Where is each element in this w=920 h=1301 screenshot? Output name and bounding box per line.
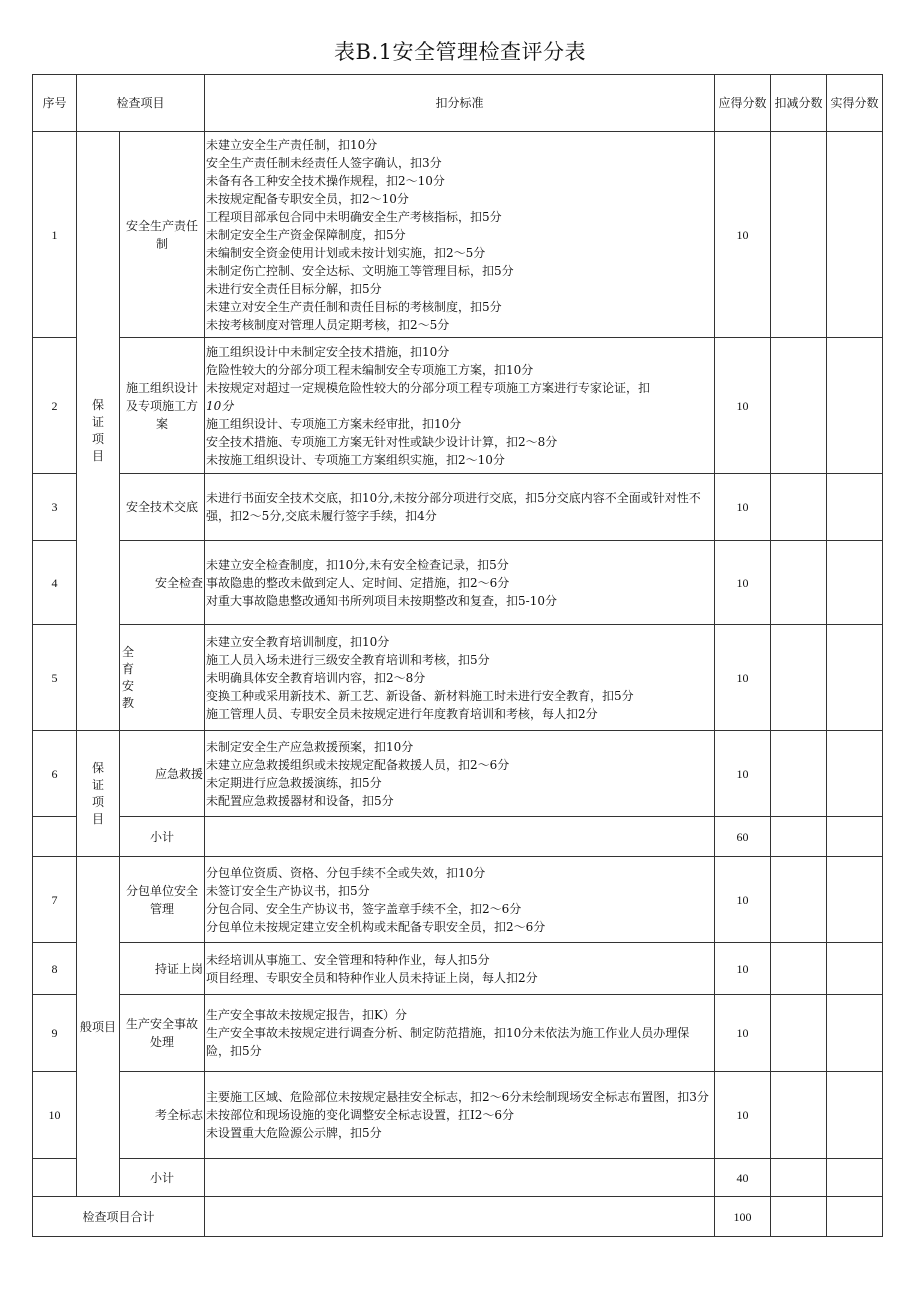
row-deduct-cell[interactable]: [771, 338, 827, 474]
row-seq: 3: [33, 474, 77, 541]
table-row: [33, 943, 883, 995]
header-item: 检查项目: [77, 75, 205, 132]
row-criteria: [205, 338, 715, 474]
category-guarantee: [77, 731, 120, 857]
row-actual-cell[interactable]: [827, 625, 883, 731]
row-score: 10: [715, 541, 771, 625]
header-deduct: 扣减分数: [771, 75, 827, 132]
row-actual-cell[interactable]: [827, 132, 883, 338]
row-deduct-cell[interactable]: [771, 731, 827, 817]
subtotal-seq-cell: [33, 1159, 77, 1197]
row-criteria: [205, 132, 715, 338]
criteria-line: 未按考核制度对管理人员定期考核，扣2～5分: [206, 317, 450, 332]
table-row: [33, 541, 883, 625]
row-criteria: [205, 541, 715, 625]
row-score: 10: [715, 731, 771, 817]
criteria-line: 未按规定对超过一定规模危险性较大的分部分项工程专项施工方案进行专家论证，扣: [206, 380, 651, 395]
row-item: 应急救援: [120, 731, 205, 817]
table-row: [33, 857, 883, 943]
criteria-line: 生产安全事故未按规定报告，扣K）分: [206, 1008, 407, 1022]
subtotal-score: 60: [715, 817, 771, 857]
row-criteria: [205, 1072, 715, 1159]
row-actual-cell[interactable]: [827, 541, 883, 625]
row-criteria: [205, 474, 715, 541]
criteria-line: 项目经理、专职安全员和特种作业人员未持证上岗，每人扣2分: [206, 970, 538, 985]
subtotal-criteria-cell: [205, 1159, 715, 1197]
criteria-line: 未建立对安全生产责任制和责任目标的考核制度，扣5分: [206, 299, 502, 314]
row-score: 10: [715, 1072, 771, 1159]
criteria-line: 未制定安全生产应急救援预案，扣10分: [206, 739, 414, 754]
table-row: [33, 338, 883, 474]
row-score: 10: [715, 995, 771, 1072]
row-item: 施工组织设计及专项施工方案: [120, 338, 205, 474]
criteria-line: 未制定伤亡控制、安全达标、文明施工等管理目标，扣5分: [206, 263, 514, 278]
table-row: [33, 1072, 883, 1159]
criteria-line: 未按部位和现场设施的变化调整安全标志设置，扛I2～6分: [206, 1108, 515, 1122]
subtotal-row: [33, 817, 883, 857]
criteria-line: 施工组织设计、专项施工方案未经审批，扣10分: [206, 416, 462, 431]
criteria-line: 安全生产责任制未经责任人签字确认，扣3分: [206, 155, 442, 170]
row-actual-cell[interactable]: [827, 338, 883, 474]
row-seq: 2: [33, 338, 77, 474]
criteria-line: 未明确具体安全教育培训内容，扣2～8分: [206, 670, 426, 685]
criteria-line: 未签订安全生产协议书，扣5分: [206, 883, 370, 898]
row-deduct-cell[interactable]: [771, 541, 827, 625]
subtotal-score: 40: [715, 1159, 771, 1197]
row-deduct-cell[interactable]: [771, 625, 827, 731]
row-item: 安全技术交底: [120, 474, 205, 541]
table-row: [33, 731, 883, 817]
subtotal-label: 小计: [120, 1159, 205, 1197]
row-item: 持证上岗: [120, 943, 205, 995]
table-row: [33, 625, 883, 731]
criteria-line: 生产安全事故未按规定进行调查分析、制定防范措施，扣10分未依法为施工作业人员办理保险，扣5分: [206, 1026, 690, 1058]
total-criteria-cell: [205, 1197, 715, 1237]
criteria-line: 对重大事故隐患整改通知书所列项目未按期整改和复查，扣5-10分: [206, 593, 557, 608]
row-score: 10: [715, 625, 771, 731]
total-row: [33, 1197, 883, 1237]
header-criteria: 扣分标准: [205, 75, 715, 132]
total-actual-cell[interactable]: [827, 1197, 883, 1237]
row-score: 10: [715, 943, 771, 995]
row-deduct-cell[interactable]: [771, 857, 827, 943]
criteria-line: 未建立应急救援组织或未按规定配备救援人员，扣2～6分: [206, 757, 510, 772]
subtotal-deduct-cell[interactable]: [771, 1159, 827, 1197]
row-deduct-cell[interactable]: [771, 1072, 827, 1159]
row-actual-cell[interactable]: [827, 731, 883, 817]
row-seq: 7: [33, 857, 77, 943]
table-row: [33, 132, 883, 338]
table-header-row: [33, 75, 883, 132]
criteria-line: 危险性较大的分部分项工程未编制安全专项施工方案，扣10分: [206, 362, 534, 377]
criteria-line: 未建立安全检查制度，扣10分,未有安全检查记录，扣5分: [206, 557, 509, 572]
criteria-line: 未按规定配备专职安全员，扣2～10分: [206, 191, 409, 206]
category-label: 保证项目: [91, 398, 104, 463]
row-item: [120, 625, 205, 731]
category-label: 保证项目: [91, 760, 104, 826]
criteria-line: 未经培训从事施工、安全管理和特种作业，每人扣5分: [206, 952, 490, 967]
criteria-line: 工程项目部承包合同中未明确安全生产考核指标，扣5分: [206, 209, 502, 224]
page-title: 表B.1安全管理检查评分表: [334, 40, 586, 64]
row-criteria: [205, 625, 715, 731]
criteria-line: 分包合同、安全生产协议书，签字盖章手续不全，扣2～6分: [206, 901, 522, 916]
row-criteria: [205, 943, 715, 995]
row-seq: 4: [33, 541, 77, 625]
row-seq: 6: [33, 731, 77, 817]
criteria-line: 施工人员入场未进行三级安全教育培训和考核，扣5分: [206, 652, 490, 667]
subtotal-seq-cell: [33, 817, 77, 857]
criteria-line: 变换工种或采用新技术、新工艺、新设备、新材料施工时未进行安全教育，扣5分: [206, 688, 634, 703]
criteria-line: 分包单位资质、资格、分包手续不全或失效，扣10分: [206, 865, 486, 880]
row-score: 10: [715, 857, 771, 943]
row-item: 考全标志: [120, 1072, 205, 1159]
row-item-label: 全育安教: [122, 644, 135, 710]
row-seq: 9: [33, 995, 77, 1072]
row-seq: 8: [33, 943, 77, 995]
category-label: 般项目: [79, 1019, 116, 1034]
criteria-line: 未设置重大危险源公示牌，扣5分: [206, 1126, 382, 1140]
row-item: 安全检查: [120, 541, 205, 625]
criteria-line: 主要施工区域、危险部位未按规定悬挂安全标志，扣2～6分未绘制现场安全标志布置图，扣3分: [206, 1090, 709, 1104]
criteria-line: 未定期进行应急救援演练，扣5分: [206, 775, 382, 790]
row-item: 生产安全事故处理: [120, 995, 205, 1072]
table-row: [33, 995, 883, 1072]
criteria-line: 未按施工组织设计、专项施工方案组织实施，扣2～10分: [206, 452, 505, 467]
subtotal-actual-cell[interactable]: [827, 817, 883, 857]
total-deduct-cell[interactable]: [771, 1197, 827, 1237]
row-deduct-cell[interactable]: [771, 132, 827, 338]
row-deduct-cell[interactable]: [771, 995, 827, 1072]
criteria-line: 未备有各工种安全技术操作规程，扣2～10分: [206, 173, 445, 188]
criteria-line-italic: 10分: [206, 398, 234, 413]
row-score: 10: [715, 338, 771, 474]
row-seq: 1: [33, 132, 77, 338]
row-criteria: [205, 731, 715, 817]
criteria-line: 未配置应急救援器材和设备，扣5分: [206, 793, 394, 808]
subtotal-actual-cell[interactable]: [827, 1159, 883, 1197]
row-actual-cell[interactable]: [827, 857, 883, 943]
criteria-line: 未进行安全责任目标分解，扣5分: [206, 281, 382, 296]
total-score: 100: [715, 1197, 771, 1237]
row-deduct-cell[interactable]: [771, 474, 827, 541]
criteria-line: 未建立安全教育培训制度，扣10分: [206, 634, 390, 649]
row-deduct-cell[interactable]: [771, 943, 827, 995]
header-seq: 序号: [33, 75, 77, 132]
criteria-line: 未进行书面安全技术交底，扣10分,未按分部分项进行交底，扣5分交底内容不全面或针对性不强，扣2～5分,交底未履行签字手续，扣4分: [206, 491, 701, 523]
criteria-line: 未编制安全资金使用计划或未按计划实施，扣2～5分: [206, 245, 486, 260]
row-actual-cell[interactable]: [827, 474, 883, 541]
criteria-line: 施工管理人员、专职安全员未按规定进行年度教育培训和考核，每人扣2分: [206, 706, 598, 721]
category-general: [77, 857, 120, 1197]
header-due: 应得分数: [715, 75, 771, 132]
row-actual-cell[interactable]: [827, 1072, 883, 1159]
criteria-line: 分包单位未按规定建立安全机构或未配备专职安全员，扣2～6分: [206, 919, 546, 934]
criteria-line: 事故隐患的整改未做到定人、定时间、定措施，扣2～6分: [206, 575, 510, 590]
category-guarantee: [77, 132, 120, 731]
criteria-line: 安全技术措施、专项施工方案无针对性或缺少设计计算，扣2～8分: [206, 434, 558, 449]
subtotal-label: 小计: [120, 817, 205, 857]
row-seq: 5: [33, 625, 77, 731]
score-table: [32, 74, 883, 1237]
row-criteria: [205, 857, 715, 943]
row-seq: 10: [33, 1072, 77, 1159]
row-actual-cell[interactable]: [827, 995, 883, 1072]
row-item: 安全生产责任制: [120, 132, 205, 338]
header-actual: 实得分数: [827, 75, 883, 132]
row-criteria: [205, 995, 715, 1072]
subtotal-criteria-cell: [205, 817, 715, 857]
criteria-line: 未制定安全生产资金保障制度，扣5分: [206, 227, 406, 242]
table-row: [33, 474, 883, 541]
total-label: 检查项目合计: [33, 1197, 205, 1237]
row-item: 分包单位安全管理: [120, 857, 205, 943]
criteria-line: 未建立安全生产责任制，扣10分: [206, 137, 378, 152]
row-score: 10: [715, 132, 771, 338]
row-score: 10: [715, 474, 771, 541]
subtotal-deduct-cell[interactable]: [771, 817, 827, 857]
row-actual-cell[interactable]: [827, 943, 883, 995]
subtotal-row: [33, 1159, 883, 1197]
criteria-line: 施工组织设计中未制定安全技术措施，扣10分: [206, 344, 450, 359]
